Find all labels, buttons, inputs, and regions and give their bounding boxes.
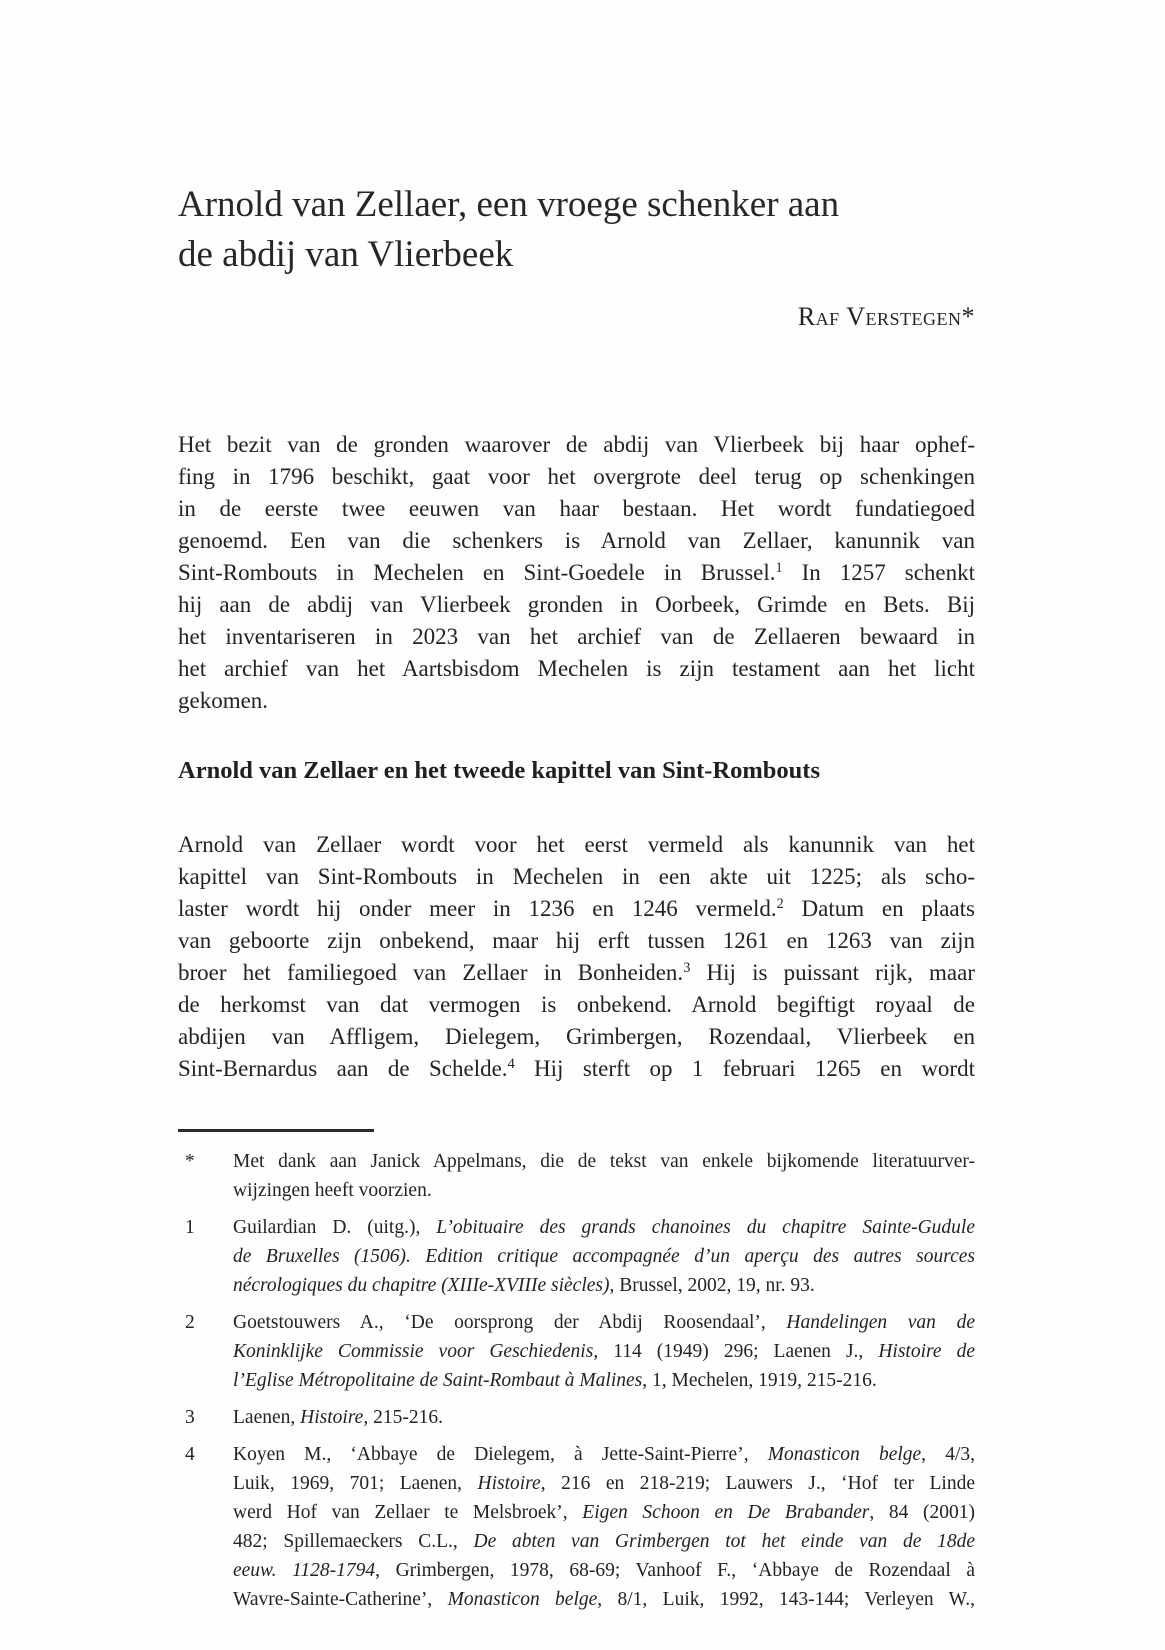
text-line	[178, 557, 975, 589]
article-title-line-2: de abdij van Vlierbeek	[178, 234, 514, 275]
text-line	[178, 957, 975, 989]
footnote-item	[178, 1403, 975, 1432]
text-line	[178, 621, 975, 653]
text-segment: de herkomst van dat vermogen is onbekend. Arnold begiftigt royaal de	[178, 992, 975, 1017]
text-line	[233, 1403, 975, 1432]
footnote-item	[178, 1308, 975, 1395]
text-line	[178, 653, 975, 685]
text-segment: Sint-Bernardus aan de Schelde.	[178, 1056, 508, 1081]
text-segment: Datum en plaats	[783, 896, 975, 921]
text-segment: fing in 1796 beschikt, gaat voor het overgrote deel terug op schenkingen	[178, 464, 975, 489]
text-segment: het archief van het Aartsbisdom Mechelen is zijn testament aan het licht	[178, 656, 975, 681]
text-segment: van geboorte zijn onbekend, maar hij erft tussen 1261 en 1263 van zijn	[178, 928, 975, 953]
text-line	[178, 1053, 975, 1085]
text-line	[233, 1176, 975, 1205]
text-segment: Met dank aan Janick Appelmans, die de tekst van enkele bijkomende literatuurver-	[233, 1151, 975, 1172]
text-line	[233, 1527, 975, 1556]
text-segment: Sint-Rombouts in Mechelen en Sint-Goedele in Brussel.	[178, 560, 776, 585]
text-segment: Het bezit van de gronden waarover de abdij van Vlierbeek bij haar ophef-	[178, 432, 975, 457]
footnote-item	[178, 1213, 975, 1300]
text-line	[178, 685, 975, 717]
paragraph-intro	[178, 429, 975, 717]
text-segment: Koyen M., ‘Abbaye de Dielegem, à Jette-Saint-Pierre’,	[233, 1444, 768, 1465]
text-segment: L’obituaire des grands chanoines du chapitre Sainte-Gudule	[436, 1217, 975, 1238]
text-segment: nécrologiques du chapitre (XIIIe-XVIIIe siècles)	[233, 1275, 610, 1296]
text-segment: Handelingen van de	[786, 1312, 975, 1333]
text-segment: het inventariseren in 2023 van het archief van de Zellaeren bewaard in	[178, 624, 975, 649]
author-name: Raf Verstegen*	[797, 302, 975, 331]
text-line	[178, 461, 975, 493]
text-line	[178, 893, 975, 925]
text-segment: Monasticon belge	[447, 1589, 598, 1610]
text-segment: kapittel van Sint-Rombouts in Mechelen in een akte uit 1225; als scho-	[178, 864, 975, 889]
text-segment: , 215-216.	[363, 1407, 443, 1428]
text-line	[233, 1213, 975, 1242]
text-segment: gekomen.	[178, 688, 269, 713]
text-segment: wijzingen heeft voorzien.	[233, 1180, 432, 1201]
text-segment: laster wordt hij onder meer in 1236 en 1246 vermeld.	[178, 896, 777, 921]
footnote-marker: 2	[185, 1312, 195, 1333]
text-segment: Hij sterft op 1 februari 1265 en wordt	[514, 1056, 975, 1081]
text-segment: Laenen,	[233, 1407, 301, 1428]
footnote-item	[178, 1147, 975, 1205]
text-line	[233, 1469, 975, 1498]
text-segment: Luik, 1969, 701; Laenen,	[233, 1473, 478, 1494]
text-segment: Wavre-Sainte-Catherine’,	[233, 1589, 448, 1610]
text-segment: 482; Spillemaeckers C.L.,	[233, 1531, 474, 1552]
footnotes-section	[178, 1147, 975, 1622]
article-title	[178, 180, 975, 280]
text-line	[178, 493, 975, 525]
footnote-marker: 3	[185, 1407, 195, 1428]
text-segment: de Bruxelles (1506). Edition critique accompagnée d’un aperçu des autres sources	[233, 1246, 975, 1267]
text-line	[178, 989, 975, 1021]
text-segment: broer het familiegoed van Zellaer in Bonheiden.	[178, 960, 684, 985]
text-segment: Arnold van Zellaer wordt voor het eerst vermeld als kanunnik van het	[178, 832, 975, 857]
text-segment: De abten van Grimbergen tot het einde van de 18de	[473, 1531, 975, 1552]
text-line	[233, 1147, 975, 1176]
section-heading: Arnold van Zellaer en het tweede kapittel van Sint-Rombouts	[178, 757, 821, 784]
text-line	[178, 861, 975, 893]
footnote-marker: 4	[185, 1444, 195, 1465]
footnote-reference: 3	[683, 960, 691, 977]
text-line	[178, 925, 975, 957]
footnote-item	[178, 1440, 975, 1614]
paragraph-kapittel	[178, 829, 975, 1085]
text-line	[178, 1021, 975, 1053]
text-segment: Histoire	[477, 1473, 541, 1494]
text-segment: genoemd. Een van die schenkers is Arnold van Zellaer, kanunnik van	[178, 528, 975, 553]
footnote-reference: 4	[507, 1056, 515, 1073]
text-segment: in de eerste twee eeuwen van haar bestaan. Het wordt fundatiegoed	[178, 496, 975, 521]
text-line	[233, 1440, 975, 1469]
text-segment: , 1, Mechelen, 1919, 215-216.	[642, 1370, 877, 1391]
text-line	[233, 1308, 975, 1337]
footnote-marker: 1	[185, 1217, 195, 1238]
article-title-line-1: Arnold van Zellaer, een vroege schenker aan	[178, 184, 840, 225]
footnote-reference: 1	[775, 560, 783, 577]
text-line	[178, 525, 975, 557]
text-line	[178, 829, 975, 861]
text-line	[178, 429, 975, 461]
text-segment: eeuw. 1128-1794	[233, 1560, 376, 1581]
text-line	[233, 1556, 975, 1585]
footnote-reference: 2	[776, 896, 784, 913]
text-segment: Guilardian D. (uitg.),	[233, 1217, 437, 1238]
text-segment: l’Eglise Métropolitaine de Saint-Rombaut à Malines	[233, 1370, 643, 1391]
text-line	[233, 1498, 975, 1527]
text-segment: hij aan de abdij van Vlierbeek gronden in Oorbeek, Grimde en Bets. Bij	[178, 592, 975, 617]
text-segment: Histoire	[300, 1407, 364, 1428]
text-segment: , 84 (2001)	[869, 1502, 975, 1523]
footnote-separator-rule	[178, 1129, 374, 1132]
text-line	[233, 1366, 975, 1395]
text-segment: , 216 en 218-219; Lauwers J., ‘Hof ter Linde	[540, 1473, 975, 1494]
text-segment: Goetstouwers A., ‘De oorsprong der Abdij Roosendaal’,	[233, 1312, 787, 1333]
text-line	[233, 1585, 975, 1614]
text-segment: Eigen Schoon en De Brabander	[582, 1502, 870, 1523]
text-segment: Histoire de	[878, 1341, 975, 1362]
text-line	[233, 1337, 975, 1366]
text-segment: , 114 (1949) 296; Laenen J.,	[593, 1341, 879, 1362]
text-segment: , 4/3,	[921, 1444, 975, 1465]
text-segment: abdijen van Affligem, Dielegem, Grimbergen, Rozendaal, Vlierbeek en	[178, 1024, 975, 1049]
text-segment: Koninklijke Commissie voor Geschiedenis	[233, 1341, 594, 1362]
footnote-marker: *	[185, 1151, 195, 1172]
text-line	[233, 1271, 975, 1300]
text-segment: , Brussel, 2002, 19, nr. 93.	[609, 1275, 815, 1296]
text-segment: , Grimbergen, 1978, 68-69; Vanhoof F., ‘Abbaye de Rozendaal à	[375, 1560, 975, 1581]
text-segment: werd Hof van Zellaer te Melsbroek’,	[233, 1502, 583, 1523]
text-segment: In 1257 schenkt	[782, 560, 975, 585]
text-segment: , 8/1, Luik, 1992, 143-144; Verleyen W.,	[597, 1589, 975, 1610]
text-line	[233, 1242, 975, 1271]
text-line	[178, 589, 975, 621]
text-segment: Monasticon belge	[767, 1444, 922, 1465]
text-segment: Hij is puissant rijk, maar	[690, 960, 975, 985]
